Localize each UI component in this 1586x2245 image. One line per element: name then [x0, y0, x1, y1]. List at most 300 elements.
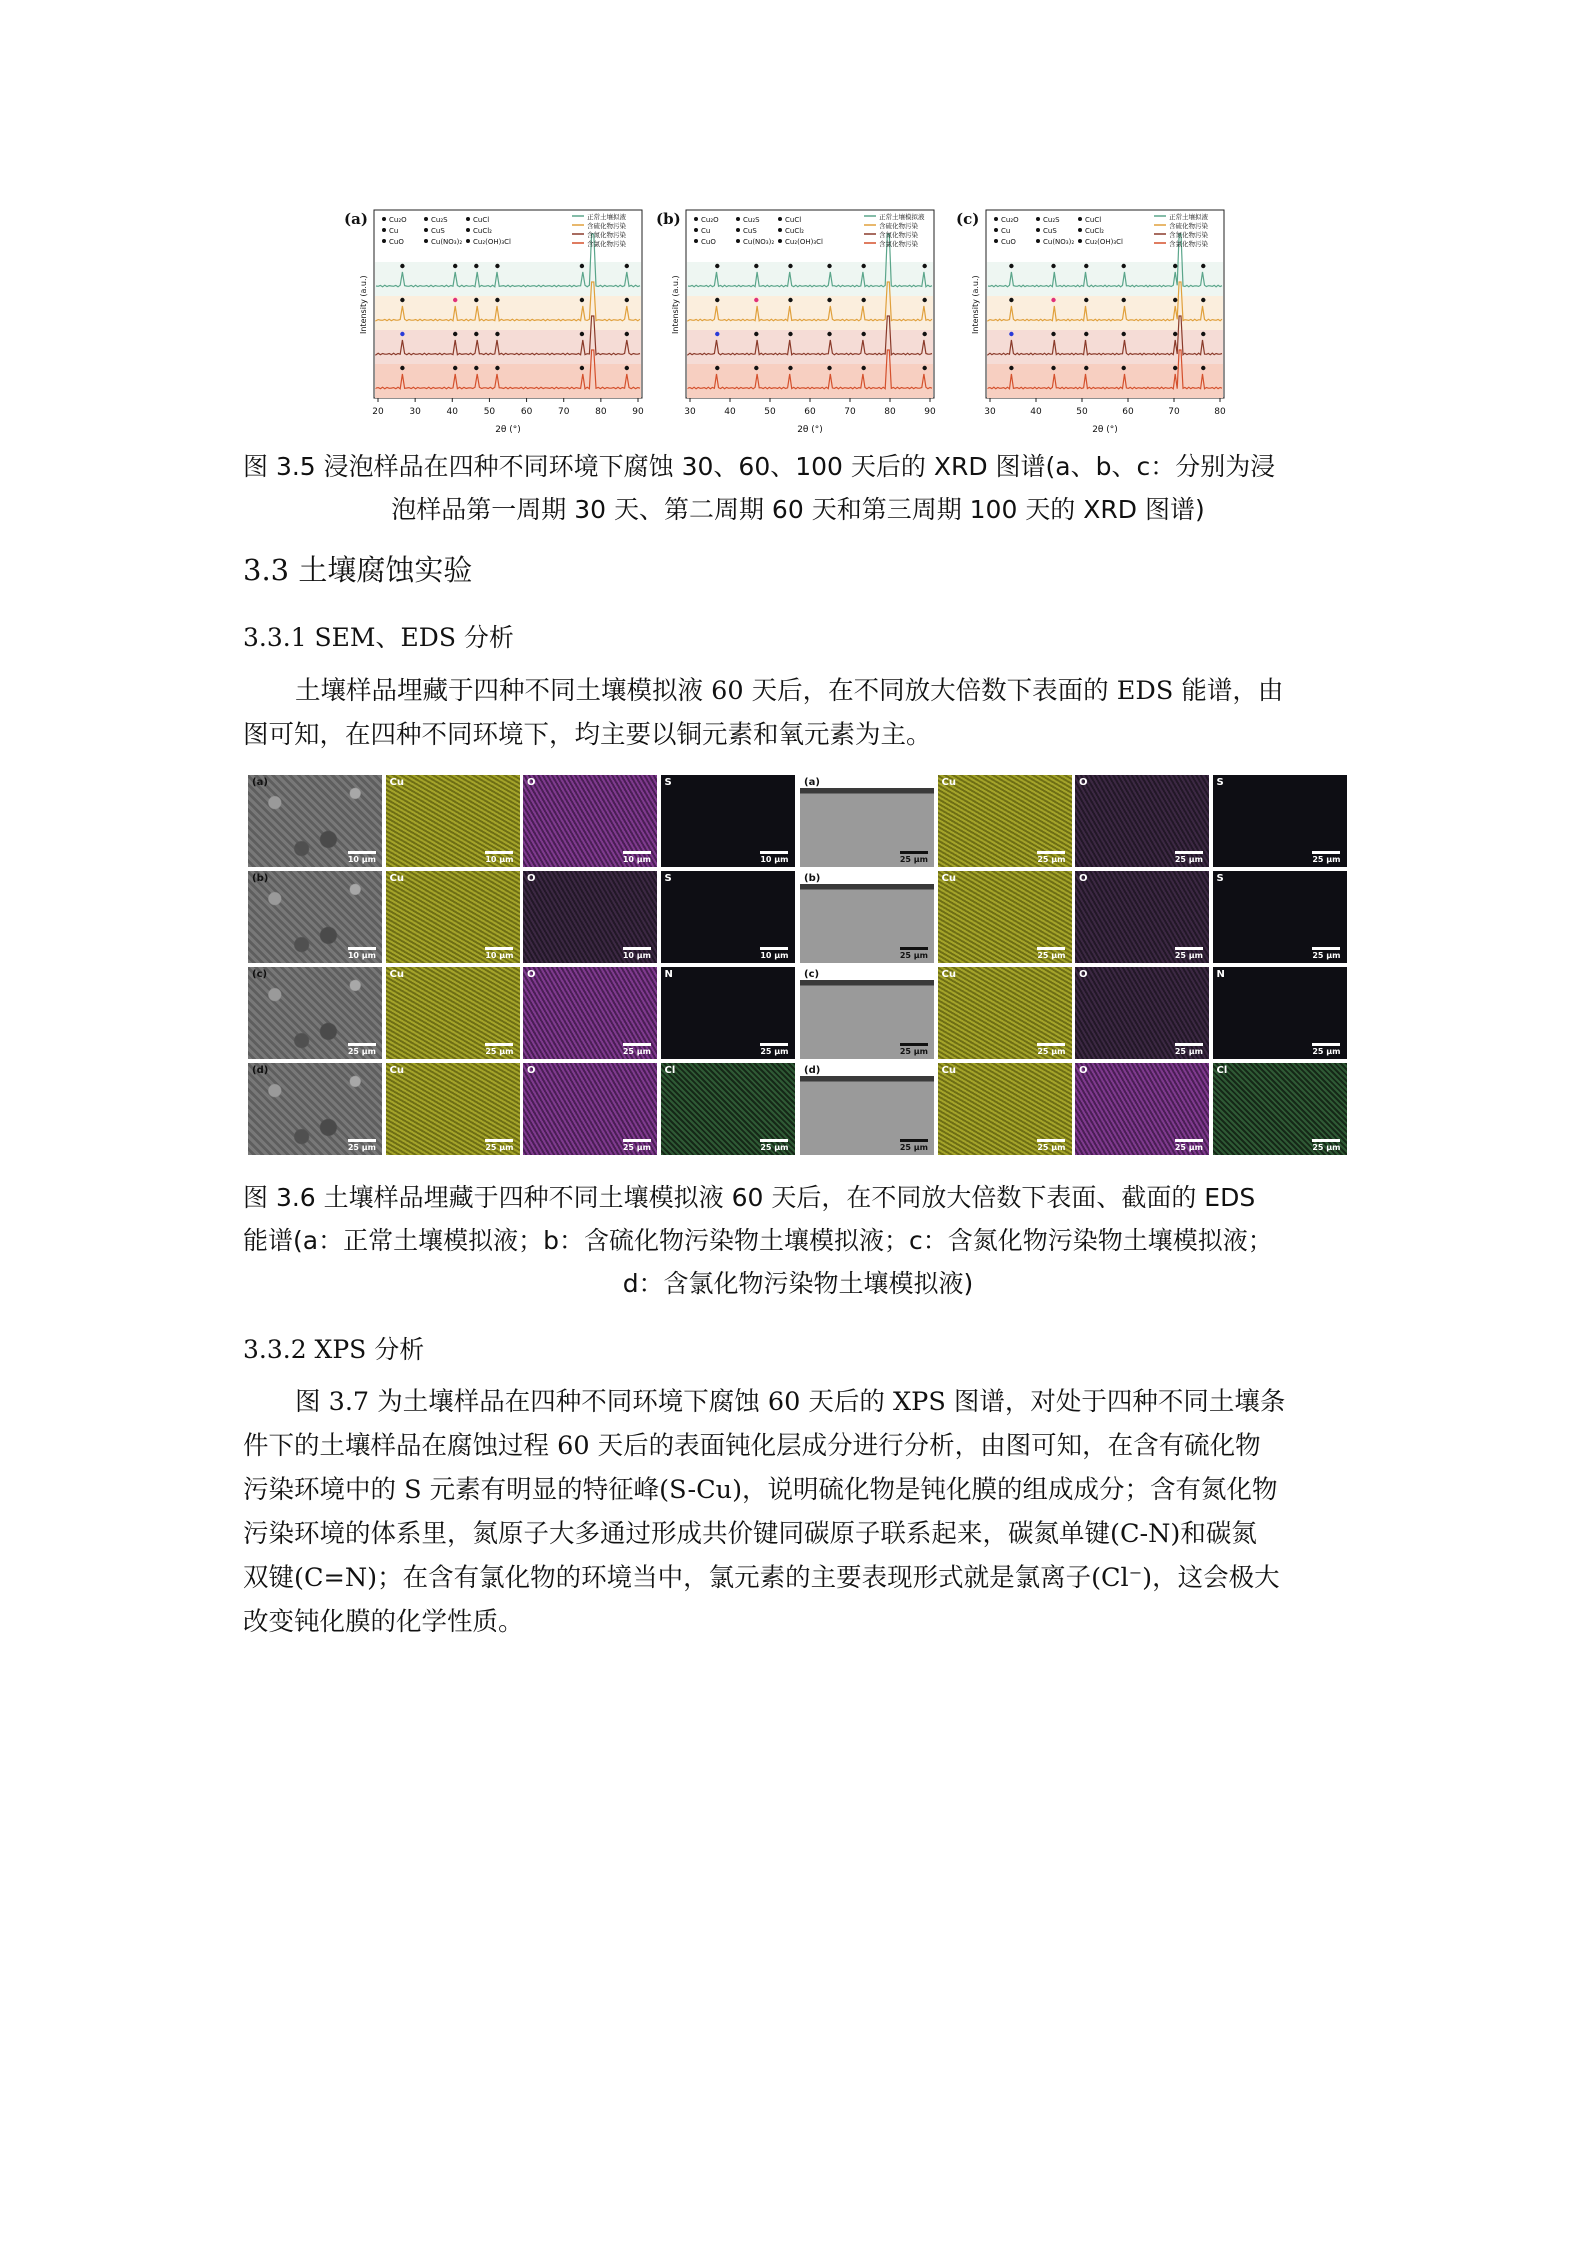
eds-tile-cu [386, 1063, 520, 1155]
eds-tile-s [661, 775, 795, 867]
xrd-legend-marker-label: Cu₂S [431, 216, 448, 224]
xrd-x-tick-label: 60 [1122, 407, 1134, 417]
scale-bar [900, 947, 928, 960]
paragraph-line: 件下的土壤样品在腐蚀过程 60 天后的表面钝化层成分进行分析，由图可知，在含有硫化物 [243, 1431, 1261, 1461]
xrd-x-tick-label: 80 [884, 407, 896, 417]
xrd-peak-marker [1122, 264, 1126, 268]
eds-tile-label: Cu [389, 1065, 404, 1076]
eds-tile-label: Cu [941, 873, 956, 884]
scale-bar-label: 25 μm [1037, 1143, 1066, 1152]
caption-line: 图 3.5 浸泡样品在四种不同环境下腐蚀 30、60、100 天后的 XRD 图谱(a、b、c：分别为浸 [243, 452, 1276, 481]
scale-bar [623, 851, 651, 864]
eds-tile-cu [938, 1063, 1072, 1155]
xrd-legend-marker-label: Cu₂O [1001, 216, 1019, 224]
scale-bar [900, 851, 928, 864]
scale-bar [1175, 947, 1203, 960]
scale-bar [1037, 1043, 1065, 1056]
eds-tile-o-dim [523, 871, 657, 963]
xrd-legend-line-label: 含氮化物污染 [1169, 231, 1208, 239]
xrd-peak-marker [1122, 366, 1126, 370]
eds-tile-s [1213, 775, 1347, 867]
xrd-peak-marker [625, 366, 629, 370]
xrd-panel-label: (b) [656, 210, 681, 228]
scale-bar-label: 25 μm [485, 1047, 514, 1056]
xrd-peak-marker [715, 332, 719, 336]
xrd-x-axis-label: 2θ (°) [1092, 425, 1118, 435]
xrd-peak-marker [754, 298, 758, 302]
xrd-x-tick-label: 50 [483, 407, 496, 417]
eds-tile-label: (d) [804, 1065, 821, 1076]
xrd-peak-marker [754, 366, 758, 370]
eds-tile-xsec [800, 967, 934, 1059]
eds-tile-o-dim [1075, 871, 1209, 963]
figure-caption-3-6 [243, 1176, 1353, 1305]
xrd-peak-marker [1122, 298, 1126, 302]
xrd-peak-marker [495, 366, 499, 370]
eds-tile-label: (b) [804, 873, 821, 884]
xrd-peak-marker [580, 366, 584, 370]
xrd-x-tick-label: 30 [684, 407, 696, 417]
eds-tile-label: O [1079, 1065, 1088, 1076]
xrd-peak-marker [625, 264, 629, 268]
eds-tile-label: O [1079, 777, 1088, 788]
eds-tile-label: O [527, 777, 536, 788]
scale-bar-label: 25 μm [899, 855, 928, 864]
xrd-peak-marker [1173, 264, 1177, 268]
xrd-peak-marker [625, 298, 629, 302]
xrd-band [987, 330, 1223, 364]
xrd-peak-marker [1084, 264, 1088, 268]
scale-bar [1312, 1043, 1340, 1056]
scale-bar [485, 851, 513, 864]
xrd-peak-marker [1173, 332, 1177, 336]
xrd-peak-marker [474, 264, 478, 268]
xrd-peak-marker [474, 366, 478, 370]
xrd-legend-marker-label: Cu(NO₃)₂ [1043, 238, 1075, 246]
xrd-legend-marker-label: CuS [431, 227, 445, 235]
xrd-peak-marker [827, 298, 831, 302]
eds-tile-label: (a) [804, 777, 820, 788]
xrd-peak-marker [788, 332, 792, 336]
xrd-peak-marker [625, 332, 629, 336]
xrd-peak-marker [400, 264, 404, 268]
xrd-peak-marker [453, 298, 457, 302]
eds-tile-sem [248, 871, 382, 963]
eds-tile-label: S [1216, 777, 1224, 788]
xrd-legend-marker-label: CuCl [473, 216, 490, 224]
scale-bar [760, 1043, 788, 1056]
paragraph-line: 图可知，在四种不同环境下，均主要以铜元素和氧元素为主。 [243, 720, 932, 750]
scale-bar [1037, 1139, 1065, 1152]
scale-bar-label: 10 μm [485, 951, 514, 960]
scale-bar-label: 25 μm [1037, 951, 1066, 960]
xrd-legend-line-label: 含硫化物污染 [587, 222, 626, 230]
scale-bar [348, 1043, 376, 1056]
xrd-x-tick-label: 70 [1168, 407, 1180, 417]
xrd-peak-marker [1122, 332, 1126, 336]
scale-bar-label: 25 μm [1174, 1143, 1203, 1152]
xrd-legend-marker-label: Cu₂S [1043, 216, 1060, 224]
eds-tile-label: Cu [941, 777, 956, 788]
eds-tile-label: Cl [664, 1065, 676, 1076]
scale-bar [900, 1139, 928, 1152]
scale-bar [1175, 851, 1203, 864]
xrd-legend-line-label: 含硫化物污染 [1169, 222, 1208, 230]
xrd-x-tick-label: 40 [1030, 407, 1042, 417]
xrd-legend-marker-label: Cu [701, 227, 711, 235]
xrd-peak-marker [453, 332, 457, 336]
caption-line: 图 3.6 土壤样品埋藏于四种不同土壤模拟液 60 天后，在不同放大倍数下表面、截面的 EDS [243, 1183, 1256, 1212]
scale-bar [623, 947, 651, 960]
xrd-legend-line-label: 正常土壤拟液 [587, 213, 626, 221]
xrd-x-tick-label: 60 [804, 407, 816, 417]
xrd-peak-marker [1084, 366, 1088, 370]
xrd-band [687, 262, 933, 296]
eds-tile-label: Cu [389, 969, 404, 980]
xrd-band [375, 330, 641, 364]
eds-tile-label: S [664, 777, 672, 788]
eds-tile-label: S [1216, 873, 1224, 884]
eds-tile-label: (b) [252, 873, 269, 884]
subsection-heading: 3.3.1 SEM、EDS 分析 [243, 623, 514, 652]
xrd-legend-marker-label: CuCl₂ [1085, 227, 1104, 235]
xrd-legend-line-label: 含氮化物污染 [879, 231, 918, 239]
eds-tile-label: O [1079, 873, 1088, 884]
xrd-peak-marker [1051, 332, 1055, 336]
xrd-x-tick-label: 50 [1076, 407, 1088, 417]
eds-tile-cu [938, 967, 1072, 1059]
section-heading: 3.3 土壤腐蚀实验 [243, 553, 473, 587]
eds-tile-label: O [527, 969, 536, 980]
paragraph-xps [243, 1380, 1353, 1644]
caption-line: 能谱(a：正常土壤模拟液；b：含硫化物污染物土壤模拟液；c：含氮化物污染物土壤模拟液； [243, 1226, 1273, 1255]
eds-tile-xsec [800, 1063, 934, 1155]
xrd-peak-marker [861, 366, 865, 370]
xrd-legend-marker-label: Cu₂(OH)₃Cl [473, 238, 512, 246]
xrd-x-tick-label: 80 [1214, 407, 1226, 417]
scale-bar-label: 25 μm [1174, 855, 1203, 864]
eds-tile-cu [386, 967, 520, 1059]
scale-bar [760, 851, 788, 864]
scale-bar [348, 947, 376, 960]
xrd-peak-marker [580, 298, 584, 302]
xrd-legend-marker-label: Cu [1001, 227, 1011, 235]
paragraph-line: 污染环境的体系里，氮原子大多通过形成共价键同碳原子联系起来，碳氮单键(C-N)和碳氮 [243, 1519, 1257, 1549]
xrd-peak-marker [453, 366, 457, 370]
xrd-band [375, 296, 641, 330]
eds-tile-label: Cu [941, 969, 956, 980]
scale-bar [623, 1139, 651, 1152]
xrd-x-tick-label: 70 [844, 407, 856, 417]
eds-tile-label: O [527, 1065, 536, 1076]
eds-tile-sem [248, 775, 382, 867]
eds-tile-cl [1213, 1063, 1347, 1155]
xrd-band [687, 330, 933, 364]
xrd-y-axis-label: Intensity (a.u.) [671, 275, 680, 334]
xrd-legend-marker-label: Cu₂O [389, 216, 407, 224]
scale-bar [1175, 1139, 1203, 1152]
scale-bar-label: 25 μm [622, 1143, 651, 1152]
xrd-peak-marker [861, 264, 865, 268]
xrd-peak-marker [1173, 366, 1177, 370]
xrd-peak-marker [1201, 332, 1205, 336]
xrd-peak-marker [715, 264, 719, 268]
eds-tile-sem [248, 967, 382, 1059]
xrd-peak-marker [1201, 264, 1205, 268]
xrd-peak-marker [1173, 298, 1177, 302]
xrd-legend-line-label: 含硫化物污染 [879, 222, 918, 230]
scale-bar [1175, 1043, 1203, 1056]
scale-bar [1037, 851, 1065, 864]
xrd-peak-marker [1084, 298, 1088, 302]
eds-tile-cu [386, 871, 520, 963]
xrd-x-tick-label: 70 [557, 407, 570, 417]
eds-tile-label: (c) [804, 969, 820, 980]
xrd-peak-marker [1009, 366, 1013, 370]
xrd-peak-marker [754, 332, 758, 336]
xrd-peak-marker [1009, 264, 1013, 268]
xrd-legend-marker-label: CuCl [785, 216, 802, 224]
xrd-legend-marker-label: Cu₂(OH)₃Cl [785, 238, 824, 246]
xrd-peak-marker [827, 264, 831, 268]
xrd-peak-marker [453, 264, 457, 268]
scale-bar-label: 10 μm [485, 855, 514, 864]
xrd-legend-line-label: 含氯化物污染 [587, 240, 626, 248]
xrd-legend-marker-label: Cu₂(OH)₃Cl [1085, 238, 1124, 246]
xrd-peak-marker [495, 264, 499, 268]
caption-line: d：含氯化物污染物土壤模拟液) [622, 1269, 974, 1298]
figure-caption-3-5 [243, 445, 1353, 531]
scale-bar-label: 25 μm [1312, 951, 1341, 960]
xrd-panel-a [338, 206, 648, 438]
eds-tile-label: O [527, 873, 536, 884]
xrd-peak-marker [861, 298, 865, 302]
xrd-legend-marker-label: Cu(NO₃)₂ [743, 238, 775, 246]
scale-bar [485, 947, 513, 960]
xrd-peak-marker [1009, 332, 1013, 336]
xrd-x-tick-label: 40 [446, 407, 459, 417]
caption-line: 泡样品第一周期 30 天、第二周期 60 天和第三周期 100 天的 XRD 图谱) [391, 495, 1205, 524]
xrd-band [375, 262, 641, 296]
eds-tile-label: N [664, 969, 673, 980]
xrd-legend-marker-label: CuS [743, 227, 757, 235]
xrd-x-tick-label: 60 [520, 407, 533, 417]
eds-tile-s [1213, 871, 1347, 963]
xrd-peak-marker [495, 332, 499, 336]
scale-bar-label: 25 μm [1037, 855, 1066, 864]
paragraph-sem-eds [243, 669, 1353, 757]
eds-tile-cu [938, 871, 1072, 963]
scale-bar-label: 25 μm [760, 1047, 789, 1056]
xrd-legend-marker-label: CuO [1001, 238, 1016, 246]
scale-bar [348, 851, 376, 864]
scale-bar [1312, 947, 1340, 960]
scale-bar-label: 25 μm [760, 1143, 789, 1152]
xrd-legend-line-label: 含氯化物污染 [1169, 240, 1208, 248]
xrd-panel-c [950, 206, 1230, 438]
xrd-peak-marker [922, 366, 926, 370]
xrd-legend-marker-label: Cu₂O [701, 216, 719, 224]
xrd-legend-marker-label: Cu₂S [743, 216, 760, 224]
xrd-x-tick-label: 30 [409, 407, 421, 417]
scale-bar-label: 25 μm [1174, 951, 1203, 960]
xrd-band [687, 296, 933, 330]
scale-bar [900, 1043, 928, 1056]
scale-bar-label: 10 μm [622, 855, 651, 864]
xrd-band [375, 364, 641, 398]
scale-bar [760, 947, 788, 960]
paragraph-line: 污染环境中的 S 元素有明显的特征峰(S-Cu)，说明硫化物是钝化膜的组成成分；含有氮化物 [243, 1475, 1278, 1505]
xrd-peak-marker [788, 366, 792, 370]
xrd-figure [338, 206, 1230, 438]
xrd-x-tick-label: 80 [595, 407, 607, 417]
scale-bar-label: 25 μm [347, 1047, 376, 1056]
xrd-band [987, 364, 1223, 398]
xrd-x-tick-label: 40 [724, 407, 736, 417]
scale-bar-label: 25 μm [622, 1047, 651, 1056]
scale-bar-label: 25 μm [485, 1143, 514, 1152]
xrd-y-axis-label: Intensity (a.u.) [359, 275, 368, 334]
eds-tile-o [523, 967, 657, 1059]
eds-tile-label: Cu [389, 873, 404, 884]
xrd-peak-marker [1084, 332, 1088, 336]
eds-tile-s [661, 967, 795, 1059]
xrd-panel-b [650, 206, 940, 438]
paragraph-line: 图 3.7 为土壤样品在四种不同环境下腐蚀 60 天后的 XPS 图谱，对处于四种不同土壤条 [295, 1387, 1286, 1417]
scale-bar [1037, 947, 1065, 960]
scale-bar [1312, 1139, 1340, 1152]
xrd-peak-marker [400, 298, 404, 302]
scale-bar-label: 25 μm [1312, 855, 1341, 864]
scale-bar-label: 25 μm [1174, 1047, 1203, 1056]
xrd-peak-marker [922, 298, 926, 302]
eds-tile-cu [386, 775, 520, 867]
eds-tile-label: Cu [389, 777, 404, 788]
scale-bar-label: 10 μm [347, 855, 376, 864]
scale-bar-label: 25 μm [1037, 1047, 1066, 1056]
xrd-peak-marker [1051, 366, 1055, 370]
eds-tile-cu [938, 775, 1072, 867]
scale-bar [760, 1139, 788, 1152]
xrd-peak-marker [715, 298, 719, 302]
scale-bar [485, 1043, 513, 1056]
xrd-panel-label: (c) [956, 210, 980, 228]
xrd-legend-line-label: 含氮化物污染 [587, 231, 626, 239]
xrd-band [987, 262, 1223, 296]
subsection-heading: 3.3.2 XPS 分析 [243, 1335, 425, 1364]
xrd-legend-marker-label: Cu [389, 227, 399, 235]
xrd-x-tick-label: 20 [372, 407, 384, 417]
scale-bar-label: 10 μm [347, 951, 376, 960]
scale-bar [623, 1043, 651, 1056]
scale-bar-label: 25 μm [899, 951, 928, 960]
scale-bar-label: 10 μm [760, 951, 789, 960]
xrd-peak-marker [1201, 366, 1205, 370]
xrd-peak-marker [474, 298, 478, 302]
paragraph-line: 双键(C=N)；在含有氯化物的环境当中，氯元素的主要表现形式就是氯离子(Cl⁻)，这会极大 [243, 1563, 1280, 1593]
xrd-peak-marker [754, 264, 758, 268]
eds-tile-label: (c) [252, 969, 268, 980]
xrd-legend-line-label: 正常土壤模拟液 [879, 213, 925, 221]
scale-bar-label: 10 μm [760, 855, 789, 864]
xrd-peak-marker [827, 332, 831, 336]
paragraph-line: 土壤样品埋藏于四种不同土壤模拟液 60 天后，在不同放大倍数下表面的 EDS 能谱，由 [295, 676, 1284, 706]
scale-bar [348, 1139, 376, 1152]
xrd-legend-marker-label: CuO [389, 238, 404, 246]
eds-tile-label: Cu [941, 1065, 956, 1076]
xrd-legend-marker-label: CuCl₂ [785, 227, 804, 235]
eds-tile-label: S [664, 873, 672, 884]
xrd-peak-marker [400, 366, 404, 370]
xrd-band [687, 364, 933, 398]
xrd-legend-marker-label: CuCl₂ [473, 227, 492, 235]
xrd-peak-marker [715, 366, 719, 370]
scale-bar-label: 10 μm [622, 951, 651, 960]
xrd-legend-line-label: 正常土壤拟液 [1169, 213, 1208, 221]
eds-tile-o [523, 1063, 657, 1155]
xrd-chart-svg [650, 206, 940, 438]
xrd-x-axis-label: 2θ (°) [797, 425, 823, 435]
scale-bar-label: 25 μm [347, 1143, 376, 1152]
scale-bar [485, 1139, 513, 1152]
eds-mapping-figure [248, 771, 1348, 1160]
xrd-peak-marker [1009, 298, 1013, 302]
xrd-peak-marker [580, 264, 584, 268]
scale-bar-label: 25 μm [899, 1047, 928, 1056]
xrd-peak-marker [788, 298, 792, 302]
eds-tile-label: (d) [252, 1065, 269, 1076]
xrd-peak-marker [580, 332, 584, 336]
eds-tile-o-dim [1075, 967, 1209, 1059]
xrd-peak-marker [1051, 298, 1055, 302]
xrd-chart-svg [950, 206, 1230, 438]
xrd-x-tick-label: 30 [984, 407, 996, 417]
eds-tile-xsec [800, 775, 934, 867]
xrd-x-tick-label: 90 [632, 407, 644, 417]
eds-tile-label: Cl [1216, 1065, 1228, 1076]
xrd-legend-marker-label: CuS [1043, 227, 1057, 235]
xrd-peak-marker [922, 332, 926, 336]
xrd-peak-marker [495, 298, 499, 302]
scale-bar-label: 25 μm [1312, 1047, 1341, 1056]
eds-tile-cl [661, 1063, 795, 1155]
xrd-peak-marker [474, 332, 478, 336]
xrd-peak-marker [827, 366, 831, 370]
paragraph-line: 改变钝化膜的化学性质。 [243, 1607, 524, 1637]
xrd-panel-label: (a) [344, 210, 368, 228]
eds-tile-s [1213, 967, 1347, 1059]
xrd-chart-svg [338, 206, 648, 438]
eds-tile-label: O [1079, 969, 1088, 980]
xrd-peak-marker [1051, 264, 1055, 268]
xrd-peak-marker [922, 264, 926, 268]
eds-tile-sem [248, 1063, 382, 1155]
scale-bar [1312, 851, 1340, 864]
xrd-peak-marker [400, 332, 404, 336]
xrd-legend-line-label: 含氯化物污染 [879, 240, 918, 248]
xrd-peak-marker [1201, 298, 1205, 302]
xrd-peak-marker [788, 264, 792, 268]
scale-bar-label: 25 μm [1312, 1143, 1341, 1152]
xrd-y-axis-label: Intensity (a.u.) [971, 275, 980, 334]
eds-tile-label: N [1216, 969, 1225, 980]
eds-tile-o [523, 775, 657, 867]
xrd-x-axis-label: 2θ (°) [495, 425, 521, 435]
xrd-legend-marker-label: Cu(NO₃)₂ [431, 238, 463, 246]
xrd-x-tick-label: 50 [764, 407, 776, 417]
eds-tile-s [661, 871, 795, 963]
eds-tile-o [1075, 1063, 1209, 1155]
